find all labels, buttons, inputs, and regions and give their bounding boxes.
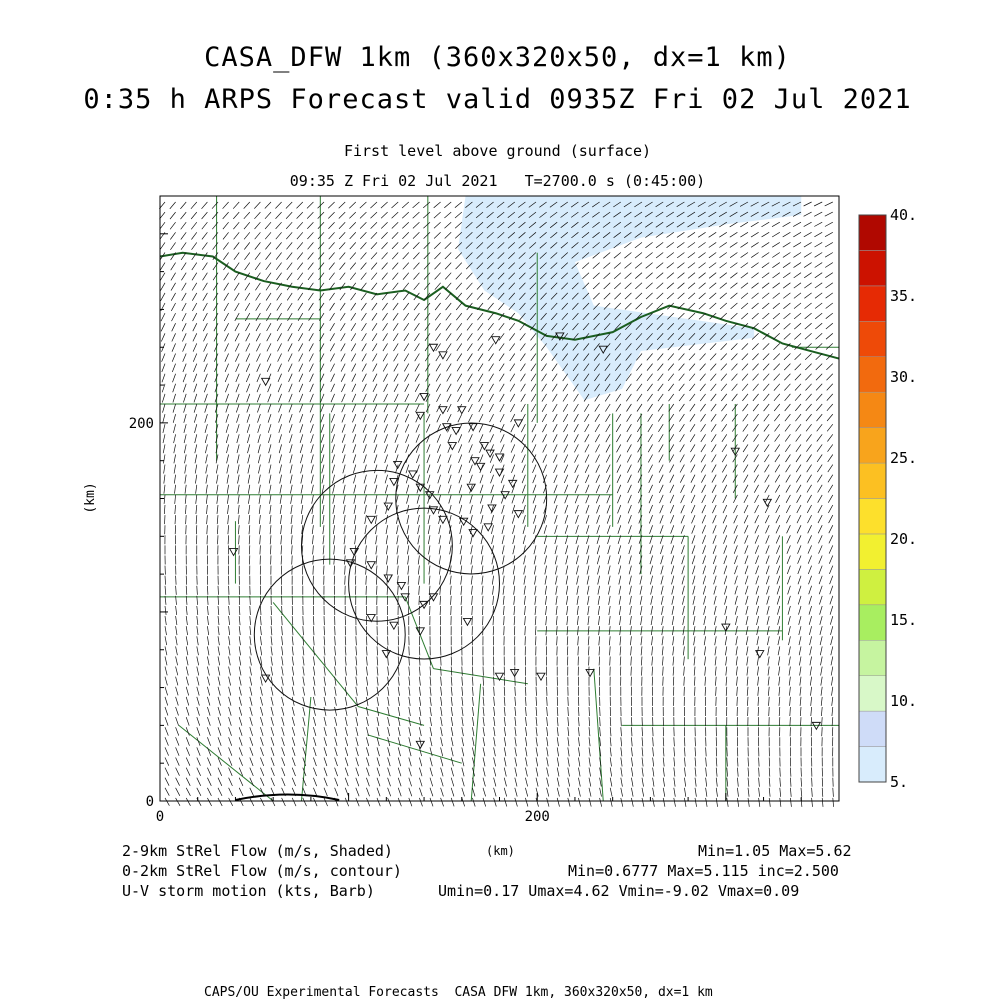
colorbar-swatch: [859, 321, 886, 356]
colorbar-swatch: [859, 676, 886, 711]
colorbar-swatch: [859, 534, 886, 569]
storm-marker: [409, 471, 417, 478]
chart-title-line2: 0:35 h ARPS Forecast valid 0935Z Fri 02 Jul 2021: [83, 84, 912, 115]
storm-marker: [469, 424, 477, 431]
field2-stats: Min=0.6777 Max=5.115 inc=2.500: [568, 862, 839, 880]
field1-stats: Min=1.05 Max=5.62: [698, 842, 852, 860]
storm-marker: [509, 480, 517, 487]
colorbar-label: 10.: [890, 692, 918, 710]
storm-marker: [439, 407, 447, 414]
colorbar-swatch: [859, 640, 886, 675]
storm-marker: [537, 673, 545, 680]
storm-marker: [384, 503, 392, 510]
chart-title-line1: CASA_DFW 1km (360x320x50, dx=1 km): [204, 42, 791, 73]
storm-marker: [390, 622, 398, 629]
field2-label: 0-2km StRel Flow (m/s, contour): [122, 862, 402, 880]
colorbar-swatch: [859, 286, 886, 321]
storm-marker: [384, 575, 392, 582]
storm-marker: [429, 507, 437, 514]
field3-label: U-V storm motion (kts, Barb): [122, 882, 375, 900]
colorbar-swatch: [859, 605, 886, 640]
storm-marker: [439, 352, 447, 359]
colorbar-swatch: [859, 569, 886, 604]
time-subtitle: 09:35 Z Fri 02 Jul 2021 T=2700.0 s (0:45:00): [289, 172, 706, 190]
storm-marker: [429, 594, 437, 601]
storm-marker: [397, 582, 405, 589]
county-line: [179, 725, 273, 801]
colorbar-swatch: [859, 215, 886, 250]
field1-label: 2-9km StRel Flow (m/s, Shaded): [122, 842, 393, 860]
field3-stats: Umin=0.17 Umax=4.62 Vmin=-9.02 Vmax=0.09: [438, 882, 800, 900]
colorbar-swatch: [859, 392, 886, 427]
storm-marker: [416, 484, 424, 491]
colorbar-label: 35.: [890, 287, 918, 305]
colorbar-label: 25.: [890, 449, 918, 467]
storm-marker: [367, 562, 375, 569]
county-line: [594, 669, 603, 801]
colorbar-swatch: [859, 357, 886, 392]
y-tick-label: 0: [145, 794, 154, 810]
storm-marker: [382, 651, 390, 658]
colorbar-swatch: [859, 428, 886, 463]
x-tick-label: 0: [155, 809, 165, 825]
storm-marker: [477, 463, 485, 470]
storm-marker: [586, 669, 594, 676]
storm-marker: [514, 420, 522, 427]
county-line: [367, 735, 461, 763]
storm-marker: [484, 524, 492, 531]
colorbar-swatch: [859, 711, 886, 746]
storm-marker: [230, 548, 238, 555]
x-tick-label: 200: [524, 809, 550, 825]
storm-marker: [514, 511, 522, 518]
colorbar-swatch: [859, 499, 886, 534]
storm-marker: [763, 499, 771, 506]
radar-ring: [254, 559, 405, 710]
storm-marker: [463, 618, 471, 625]
storm-marker: [367, 516, 375, 523]
colorbar-label: 5.: [890, 773, 909, 791]
x-axis-unit: (km): [486, 844, 515, 858]
colorbar-label: 40.: [890, 206, 918, 224]
credit-line: CAPS/OU Experimental Forecasts CASA DFW 1km, 360x320x50, dx=1 km: [204, 985, 713, 1000]
flow-contour: [235, 795, 339, 801]
storm-marker: [492, 337, 500, 344]
level-subtitle: First level above ground (surface): [343, 142, 652, 160]
county-line: [433, 669, 527, 684]
colorbar-label: 30.: [890, 368, 918, 386]
y-tick-label: 200: [128, 415, 154, 432]
y-axis-label: (km): [83, 482, 98, 514]
colorbar-label: 15.: [890, 611, 918, 629]
colorbar-swatch: [859, 463, 886, 498]
colorbar-swatch: [859, 250, 886, 285]
colorbar-label: 20.: [890, 530, 918, 548]
radar-rings: [254, 423, 546, 710]
colorbar: [859, 206, 917, 791]
colorbar-swatch: [859, 747, 886, 782]
